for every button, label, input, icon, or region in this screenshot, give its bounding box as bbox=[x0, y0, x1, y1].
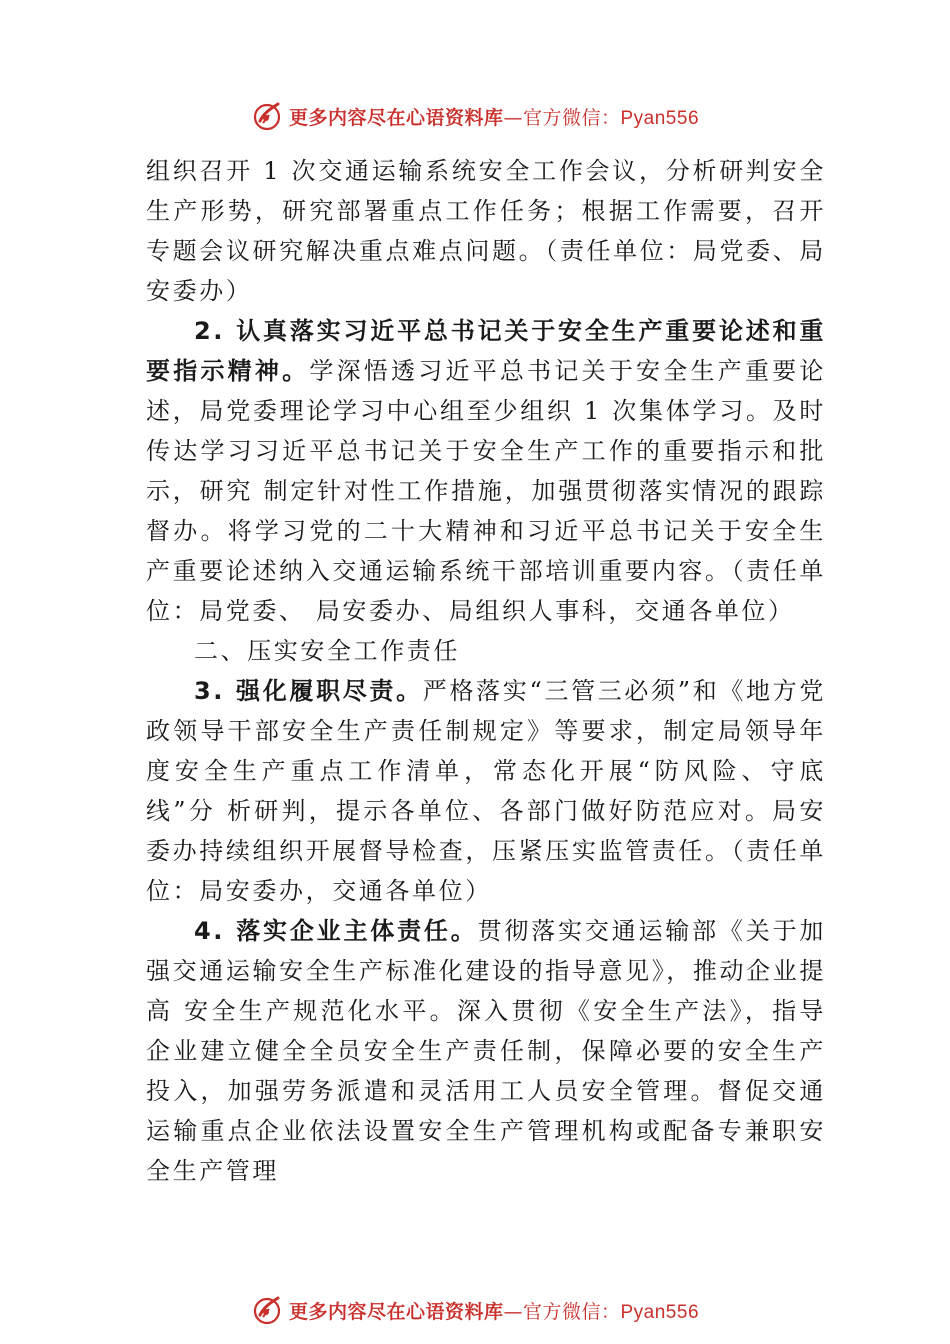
item-3-title: 3. 强化履职尽责。 bbox=[194, 677, 423, 705]
page-header-banner bbox=[0, 96, 950, 136]
header-wechat-id: Pyan556 bbox=[620, 107, 700, 129]
footer-main-text: 更多内容尽在心语资料库 bbox=[288, 1300, 504, 1323]
header-watermark-text bbox=[289, 103, 699, 130]
header-wechat-label: 官方微信： bbox=[522, 106, 621, 129]
item-2 bbox=[146, 311, 826, 631]
paragraph-continuation: 组织召开 1 次交通运输系统安全工作会议，分析研判安全生产形势，研究部署重点工作任务；根据工作需要，召开专题会议研究解决重点难点问题。（责任单位：局党委、局安委办） bbox=[146, 157, 826, 305]
header-dash: — bbox=[503, 106, 523, 129]
item-3 bbox=[146, 671, 826, 911]
item-4-title: 4. 落实企业主体责任。 bbox=[194, 917, 478, 945]
footer-wechat-id: Pyan556 bbox=[620, 1301, 700, 1323]
section-2-heading: 二、压实安全工作责任 bbox=[194, 637, 460, 665]
item-4 bbox=[146, 911, 826, 1191]
footer-dash: — bbox=[503, 1300, 523, 1323]
footer-watermark-text bbox=[289, 1297, 699, 1324]
item-3-text: 严格落实“三管三必须”和《地方党政领导干部安全生产责任制规定》等要求，制定局领导年度安全生产重点工作清单，常态化开展“防风险、守底线”分 析研判，提示各单位、各部门做好防范应对。局安委办持续组织开展督导检查，压紧压实监管责任。（责任单位：局安委办，交通各单位） bbox=[146, 677, 827, 905]
document-body bbox=[146, 151, 826, 1191]
header-main-text: 更多内容尽在心语资料库 bbox=[288, 106, 504, 129]
footer-wechat-label: 官方微信： bbox=[522, 1300, 621, 1323]
page-footer-banner bbox=[0, 1290, 950, 1330]
item-4-text: 贯彻落实交通运输部《关于加强交通运输安全生产标准化建设的指导意见》，推动企业提高 安全生产规范化水平。深入贯彻《安全生产法》，指导企业建立健全全员安全生产责任制，保障必要的安全生产投入，加强劳务派遣和灵活用工人员安全管理。督促交通运输重点企业依法设置安全生产管理机构或配备专兼职安全生产管理 bbox=[146, 917, 826, 1185]
item-2-title: 2. 认真落实习近平总书记关于安全生产重要论述和重要指示精神。 bbox=[146, 317, 826, 385]
ink-brush-seal-icon bbox=[251, 1293, 285, 1327]
ink-brush-seal-icon bbox=[251, 99, 285, 133]
item-2-text: 学深悟透习近平总书记关于安全生产重要论述，局党委理论学习中心组至少组织 1 次集体学习。及时传达学习习近平总书记关于安全生产工作的重要指示和批示，研究 制定针对性工作措施，加强贯彻落实情况的跟踪督办。将学习党的二十大精神和习近平总书记关于安全生产重要论述纳入交通运输系统干部培训重要内容。（责任单位：局党委、 局安委办、局组织人事科，交通各单位） bbox=[146, 357, 826, 625]
